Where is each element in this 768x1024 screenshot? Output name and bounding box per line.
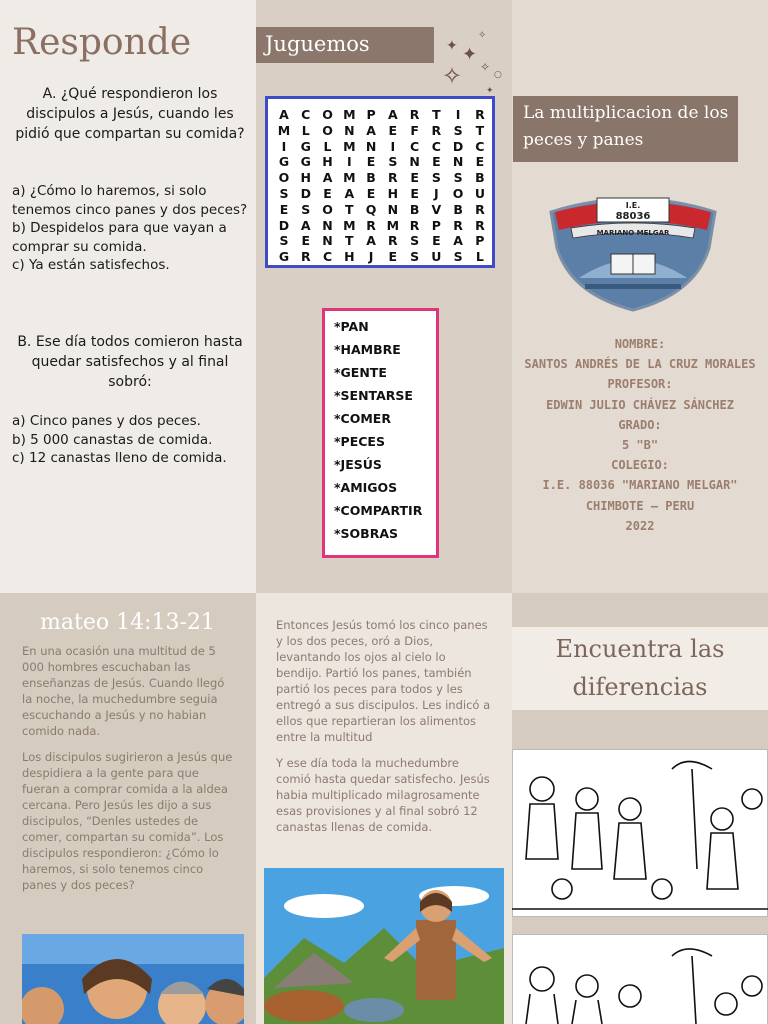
word-search-letter: R bbox=[475, 107, 485, 122]
word-search-letter: E bbox=[366, 185, 376, 201]
word-item: *GENTE bbox=[334, 365, 387, 380]
word-list bbox=[334, 315, 422, 545]
word-search-letter: G bbox=[278, 154, 290, 170]
info-value-teacher: EDWIN JULIO CHÁVEZ SÁNCHEZ bbox=[546, 397, 734, 412]
logo-top-text: I.E. bbox=[625, 201, 641, 210]
sparkle-icon: ✧ bbox=[442, 62, 463, 90]
word-search-letter: R bbox=[300, 249, 311, 265]
options-a bbox=[12, 182, 252, 275]
word-search-letter: G bbox=[300, 154, 311, 170]
differences-image-1 bbox=[512, 749, 768, 917]
word-search-letter: V bbox=[431, 201, 442, 217]
word-search-letter: S bbox=[279, 233, 289, 249]
word-search-letter: S bbox=[301, 201, 311, 217]
word-search-row bbox=[274, 170, 490, 186]
word-search-letter: D bbox=[278, 217, 290, 233]
word-search-row bbox=[274, 233, 490, 249]
word-search-letter: I bbox=[455, 107, 461, 122]
word-search-row bbox=[274, 186, 490, 202]
word-search-letter: M bbox=[386, 217, 400, 233]
word-list-box bbox=[322, 308, 439, 558]
word-search-row bbox=[274, 202, 490, 218]
word-search-row bbox=[274, 218, 490, 234]
info-label-teacher: PROFESOR: bbox=[607, 377, 673, 392]
info-label-grade: GRADO: bbox=[618, 417, 662, 432]
word-search-letter: E bbox=[410, 170, 419, 186]
word-search-letter: S bbox=[453, 170, 463, 186]
word-search-letter: E bbox=[410, 185, 419, 201]
portada-title: La multiplicacion de los peces y panes bbox=[523, 103, 729, 150]
word-item: *JESÚS bbox=[334, 457, 382, 472]
word-search-letter: O bbox=[452, 185, 464, 201]
option-a-1: a) ¿Cómo lo haremos, si solo tenemos cinco panes y dos peces? bbox=[12, 183, 248, 218]
word-search-letter: I bbox=[281, 138, 287, 154]
word-search-row bbox=[274, 139, 490, 155]
word-search-letter: P bbox=[366, 107, 376, 122]
word-item: *HAMBRE bbox=[334, 342, 401, 357]
info-value-name: SANTOS ANDRÉS DE LA CRUZ MORALES bbox=[524, 357, 756, 372]
sparkle-icon: ✧ bbox=[480, 60, 491, 74]
word-search-letter: N bbox=[322, 233, 333, 249]
juguemos-title: Juguemos bbox=[265, 32, 370, 56]
word-search-letter: A bbox=[344, 185, 355, 201]
word-search-letter: D bbox=[300, 185, 311, 201]
word-search-letter: C bbox=[301, 107, 311, 122]
word-search-letter: U bbox=[474, 185, 485, 201]
option-a-2: b) Despidelos para que vayan a comprar su comida. bbox=[12, 220, 227, 255]
word-search-letter: M bbox=[343, 138, 356, 154]
word-item: *COMER bbox=[334, 411, 391, 426]
word-item: *SENTARSE bbox=[334, 388, 413, 403]
option-b-2: b) 5 000 canastas de comida. bbox=[12, 431, 213, 448]
word-search-letter: E bbox=[301, 233, 311, 249]
word-search-letter: R bbox=[431, 122, 442, 138]
info-value-school: I.E. 88036 "MARIANO MELGAR" bbox=[542, 478, 738, 493]
differences-image-2 bbox=[512, 934, 768, 1024]
question-a: A. ¿Qué respondieron los discipulos a Jesús, cuando les pidió que compartan su comida? bbox=[15, 86, 245, 142]
word-search-letter: A bbox=[279, 107, 289, 122]
word-search-letter: L bbox=[323, 138, 332, 154]
word-search bbox=[265, 96, 495, 268]
word-search-letter: R bbox=[388, 233, 398, 249]
word-search-letter: S bbox=[410, 233, 420, 249]
word-search-letter: E bbox=[432, 154, 441, 170]
option-b-1: a) Cinco panes y dos peces. bbox=[12, 413, 201, 429]
question-b: B. Ese día todos comieron hasta quedar satisfechos y al final sobró: bbox=[17, 334, 243, 390]
word-search-letter: A bbox=[387, 107, 398, 122]
word-search-letter: H bbox=[344, 249, 355, 265]
word-search-letter: C bbox=[475, 138, 485, 154]
word-search-letter: P bbox=[431, 217, 441, 233]
mateo-title: mateo 14:13-21 bbox=[40, 610, 215, 635]
word-search-letter: U bbox=[431, 249, 442, 265]
info-value-grade: 5 "B" bbox=[621, 437, 659, 452]
option-a-3: c) Ya están satisfechos. bbox=[12, 257, 170, 273]
word-search-letter: C bbox=[322, 249, 333, 265]
option-b-3: c) 12 canastas lleno de comida. bbox=[12, 450, 227, 466]
word-item: *SOBRAS bbox=[334, 526, 398, 541]
word-search-letter: H bbox=[387, 185, 399, 201]
word-search-letter: M bbox=[277, 122, 291, 138]
word-search-letter: R bbox=[366, 217, 376, 233]
word-search-letter: B bbox=[453, 201, 463, 217]
options-b bbox=[12, 412, 252, 468]
word-search-letter: B bbox=[475, 170, 485, 186]
info-value-city: CHIMBOTE – PERU bbox=[585, 498, 695, 513]
sparkle-icon: ✦ bbox=[486, 86, 494, 96]
word-search-letter: R bbox=[475, 201, 485, 217]
word-search-letter: Q bbox=[365, 201, 377, 217]
word-search-letter: I bbox=[390, 138, 396, 154]
word-search-letter: N bbox=[365, 138, 377, 154]
word-search-letter: H bbox=[300, 170, 311, 186]
word-search-letter: C bbox=[431, 138, 441, 154]
word-search-letter: N bbox=[322, 217, 333, 233]
jesus-disciples-illustration bbox=[22, 934, 244, 1024]
word-search-letter: O bbox=[322, 122, 333, 138]
word-search-letter: E bbox=[432, 233, 441, 249]
word-search-letter: E bbox=[366, 154, 376, 170]
word-search-letter: C bbox=[410, 138, 420, 154]
word-search-letter: B bbox=[409, 201, 420, 217]
diferencias-title: Encuentra las diferencias bbox=[555, 635, 725, 701]
word-search-row bbox=[274, 107, 490, 123]
word-search-letter: T bbox=[432, 107, 441, 122]
logo-number: 88036 bbox=[615, 211, 651, 222]
word-search-letter: M bbox=[343, 217, 356, 233]
word-search-letter: S bbox=[453, 249, 463, 265]
word-search-letter: J bbox=[434, 185, 439, 201]
word-search-row bbox=[274, 249, 490, 265]
story-paragraph-1: Entonces Jesús tomó los cinco panes y los dos peces, oró a Dios, levantando los ojos al cielo lo bendijo. Partió los panes, también partió los peces para todos y les entregó a sus discipulos. Les indicó a ellos que repartieran los alimentos entre la multitud bbox=[276, 618, 491, 744]
sparkle-icon: ✦ bbox=[446, 38, 458, 54]
word-search-letter: R bbox=[453, 217, 463, 233]
word-search-letter: L bbox=[301, 122, 310, 138]
word-item: *COMPARTIR bbox=[334, 503, 423, 518]
word-search-letter: R bbox=[409, 217, 420, 233]
info-value-year: 2022 bbox=[625, 518, 655, 533]
word-search-letter: S bbox=[410, 249, 420, 265]
info-label-school: COLEGIO: bbox=[611, 458, 669, 473]
word-search-letter: M bbox=[343, 170, 356, 186]
logo-band-text: MARIANO MELGAR bbox=[596, 229, 670, 237]
word-search-letter: F bbox=[410, 122, 419, 138]
word-search-letter: D bbox=[452, 138, 464, 154]
word-search-letter: A bbox=[366, 233, 376, 249]
word-search-row bbox=[274, 154, 490, 170]
word-search-letter: O bbox=[322, 201, 333, 217]
word-search-letter: O bbox=[278, 170, 290, 186]
word-search-letter: N bbox=[387, 201, 399, 217]
word-search-grid bbox=[274, 107, 490, 265]
word-search-letter: S bbox=[279, 185, 289, 201]
word-search-letter: T bbox=[345, 201, 354, 217]
word-search-letter: E bbox=[475, 154, 485, 170]
word-search-letter: S bbox=[431, 170, 441, 186]
word-search-letter: P bbox=[475, 233, 485, 249]
word-search-letter: A bbox=[453, 233, 463, 249]
word-search-letter: M bbox=[343, 107, 356, 122]
sparkle-icon: ✦ bbox=[462, 44, 478, 65]
student-info bbox=[512, 334, 768, 536]
word-search-letter: R bbox=[388, 170, 398, 186]
word-search-letter: S bbox=[388, 154, 398, 170]
school-logo bbox=[545, 190, 721, 312]
word-search-letter: N bbox=[452, 154, 464, 170]
word-search-letter: G bbox=[300, 138, 311, 154]
word-item: *AMIGOS bbox=[334, 480, 398, 495]
word-search-letter: A bbox=[322, 170, 333, 186]
word-search-letter: E bbox=[323, 185, 332, 201]
info-label-name: NOMBRE: bbox=[614, 337, 666, 351]
mateo-paragraph-1: En una ocasión una multitud de 5 000 hombres escuchaban las enseñanzas de Jesús. Cuando llegó la noche, la muchedumbre seguia escuchando a Jesús y no habian comido nada. bbox=[22, 644, 225, 738]
word-search-letter: A bbox=[366, 122, 376, 138]
word-search-letter: G bbox=[278, 249, 290, 265]
word-search-letter: E bbox=[279, 201, 289, 217]
word-search-letter: N bbox=[344, 122, 355, 138]
word-search-letter: T bbox=[345, 233, 354, 249]
word-search-letter: O bbox=[322, 107, 333, 122]
word-search-letter: T bbox=[475, 122, 485, 138]
story-paragraph-2: Y ese día toda la muchedumbre comió hasta quedar satisfecho. Jesús habia multiplicado milagrosamente esas provisiones y al final sobró 12 canastas llenas de comida. bbox=[276, 756, 490, 834]
miracle-illustration bbox=[264, 868, 504, 1024]
word-search-row bbox=[274, 123, 490, 139]
word-search-letter: S bbox=[453, 122, 463, 138]
word-item: *PAN bbox=[334, 319, 369, 334]
word-search-letter: E bbox=[388, 122, 398, 138]
word-item: *PECES bbox=[334, 434, 385, 449]
responde-title: Responde bbox=[12, 22, 192, 63]
word-search-letter: R bbox=[409, 107, 420, 122]
word-search-letter: H bbox=[322, 154, 333, 170]
word-search-letter: L bbox=[475, 249, 484, 265]
word-search-letter: I bbox=[346, 154, 352, 170]
sparkle-icon: ✧ bbox=[478, 30, 487, 41]
word-search-letter: A bbox=[300, 217, 311, 233]
word-search-letter: B bbox=[366, 170, 376, 186]
sparkle-icon: ○ bbox=[494, 70, 502, 80]
word-search-letter: R bbox=[475, 217, 485, 233]
word-search-letter: E bbox=[388, 249, 398, 265]
word-search-letter: N bbox=[409, 154, 420, 170]
word-search-letter: J bbox=[368, 249, 374, 265]
mateo-paragraph-2: Los discipulos sugirieron a Jesús que despidiera a la gente para que fueran a comprar comida a la aldea cercana. Pero Jesús les dijo a sus discipulos, “Denles ustedes de comer, compartan su comida”. Los discipulos respondieron: ¿Cómo lo haremos, si solo tenemos cinco panes y dos peces? bbox=[22, 750, 233, 892]
